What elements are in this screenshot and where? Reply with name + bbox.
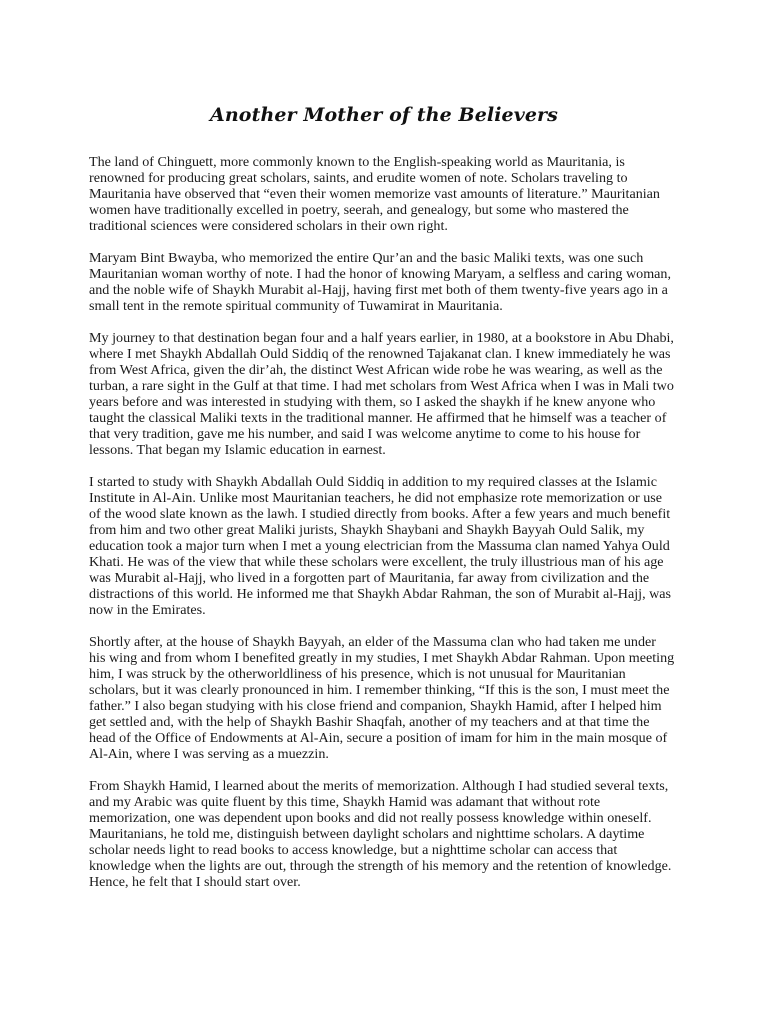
- paragraph-2: Maryam Bint Bwayba, who memorized the entire Qur’an and the basic Maliki texts, was one such Mauritanian woman worthy of note. I had the honor of knowing Maryam, a selfless and caring woman, and the noble wife of Shaykh Murabit al-Hajj, having first met both of them twenty-five years ago in a small tent in the remote spiritual community of Tuwamirat in Mauritania.: [89, 250, 672, 314]
- paragraph-3: My journey to that destination began four and a half years earlier, in 1980, at a bookstore in Abu Dhabi, where I met Shaykh Abdallah Ould Siddiq of the renowned Tajakanat clan. I knew immediately he was from West Africa, given the dir’ah, the distinct West African wide robe he was wearing, as well as the turban, a rare sight in the Gulf at that time. I had met scholars from West Africa when I was in Mali two years before and was interested in studying with them, so I asked the shaykh if he knew anyone who taught the classical Maliki texts in the traditional manner. He affirmed that he himself was a teacher of that very tradition, gave me his number, and said I was welcome anytime to come to his house for lessons. That began my Islamic education in earnest.: [89, 330, 674, 458]
- paragraph-4: I started to study with Shaykh Abdallah Ould Siddiq in addition to my required classes at the Islamic Institute in Al-Ain. Unlike most Mauritanian teachers, he did not emphasize rote memorization or use of the wood slate known as the lawh. I studied directly from books. After a few years and much benefit from him and two other great Maliki jurists, Shaykh Shaybani and Shaykh Bayyah Ould Salik, my education took a major turn when I met a young electrician from the Massuma clan named Yahya Ould Khati. He was of the view that while these scholars were excellent, the truly illustrious man of his age was Murabit al-Hajj, who lived in a forgotten part of Mauritania, far away from civilization and the distractions of this world. He informed me that Shaykh Abdar Rahman, the son of Murabit al-Hajj, was now in the Emirates.: [89, 474, 672, 618]
- paragraph-6: From Shaykh Hamid, I learned about the merits of memorization. Although I had studied several texts, and my Arabic was quite fluent by this time, Shaykh Hamid was adamant that without rote memorization, one was dependent upon books and did not really possess knowledge within oneself. Mauritanians, he told me, distinguish between daylight scholars and nighttime scholars. A daytime scholar needs light to read books to access knowledge, but a nighttime scholar can access that knowledge when the lights are out, through the strength of his memory and the retention of knowledge. Hence, he felt that I should start over.: [89, 778, 672, 890]
- paragraph-1: The land of Chinguett, more commonly known to the English-speaking world as Mauritania, is renowned for producing great scholars, saints, and erudite women of note. Scholars traveling to Mauritania have observed that “even their women memorize vast amounts of literature.” Mauritanian women have traditionally excelled in poetry, seerah, and genealogy, but some who mastered the traditional sciences were considered scholars in their own right.: [89, 154, 660, 234]
- article-body: [89, 154, 675, 906]
- page-title: Another Mother of the Believers: [210, 104, 558, 126]
- paragraph-5: Shortly after, at the house of Shaykh Bayyah, an elder of the Massuma clan who had taken me under his wing and from whom I benefited greatly in my studies, I met Shaykh Abdar Rahman. Upon meeting him, I was struck by the otherworldliness of his presence, which is not unusual for Mauritanian scholars, but it was clearly pronounced in him. I remember thinking, “If this is the son, I must meet the father.” I also began studying with his close friend and companion, Shaykh Hamid, after I helped him get settled and, with the help of Shaykh Bashir Shaqfah, another of my teachers and at that time the head of the Office of Endowments at Al-Ain, secure a position of imam for him in the main mosque of Al-Ain, where I was serving as a muezzin.: [89, 634, 675, 762]
